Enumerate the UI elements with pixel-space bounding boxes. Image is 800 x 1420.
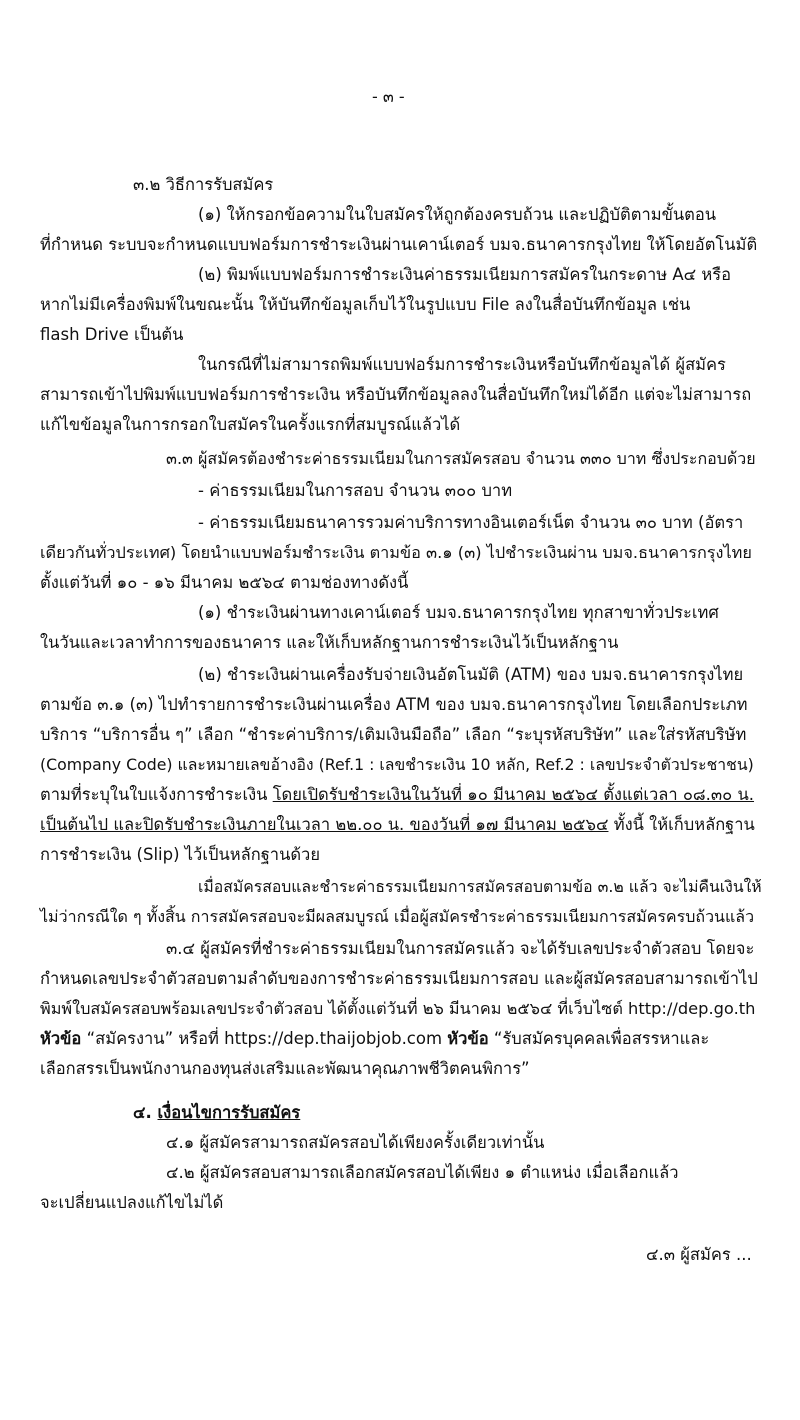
s3-3-channel1-line2: ในวันและเวลาทำการของธนาคาร และให้เก็บหลักฐานการชำระเงินไว้เป็นหลักฐาน — [40, 633, 619, 652]
s4-item1: ๔.๑ ผู้สมัครสามารถสมัครสอบได้เพียงครั้งเดียวเท่านั้น — [166, 1133, 545, 1152]
s4-item2-line1: ๔.๒ ผู้สมัครสอบสามารถเลือกสมัครสอบได้เพียง ๑ ตำแหน่ง เมื่อเลือกแล้ว — [166, 1163, 679, 1182]
section-3-2-heading: ๓.๒ วิธีการรับสมัคร — [133, 175, 274, 194]
s3-3-channel2-line7: การชำระเงิน (Slip) ไว้เป็นหลักฐานด้วย — [40, 845, 320, 864]
s3-2-item2-line2: หากไม่มีเครื่องพิมพ์ในขณะนั้น ให้บันทึกข้อมูลเก็บไว้ในรูปแบบ File ลงในสื่อบันทึกข้อมูล เช่น — [40, 295, 691, 314]
s3-2-note-line3: แก้ไขข้อมูลในการกรอกใบสมัครในครั้งแรกที่สมบูรณ์แล้วได้ — [40, 415, 461, 434]
s3-2-item1-line2: ที่กำหนด ระบบจะกำหนดแบบฟอร์มการชำระเงินผ่านเคาน์เตอร์ บมจ.ธนาคารกรุงไทย ให้โดยอัตโนมัติ — [40, 235, 758, 254]
s3-3-channel2-line1: (๒) ชำระเงินผ่านเครื่องรับจ่ายเงินอัตโนมัติ (ATM) ของ บมจ.ธนาคารกรุงไทย — [198, 665, 744, 684]
section-4-title: เงื่อนไขการรับสมัคร — [157, 1103, 301, 1122]
s3-4-line4-text-1: “สมัครงาน” หรือที่ https://dep.thaijobjob.com — [81, 1029, 448, 1048]
s3-4-line4 — [40, 1028, 709, 1050]
s3-3-channel2-line3: บริการ “บริการอื่น ๆ” เลือก “ชำระค่าบริการ/เติมเงินมือถือ” เลือก “ระบุรหัสบริษัท” และใส่รหัสบริษัท — [40, 725, 747, 744]
s3-4-topic-label-1: หัวข้อ — [40, 1029, 82, 1048]
s3-3-fee-bank-line1: - ค่าธรรมเนียมธนาคารรวมค่าบริการทางอินเตอร์เน็ต จำนวน ๓๐ บาท (อัตรา — [198, 513, 744, 532]
s3-2-item2-line3: flash Drive เป็นต้น — [40, 325, 184, 344]
s3-3-fee-bank-line2: เดียวกันทั่วประเทศ) โดยนำแบบฟอร์มชำระเงิน ตามข้อ ๓.๑ (๓) ไปชำระเงินผ่าน บมจ.ธนาคารกรุงไทย — [40, 543, 752, 562]
s3-3-refund-note-line1: เมื่อสมัครสอบและชำระค่าธรรมเนียมการสมัครสอบตามข้อ ๓.๒ แล้ว จะไม่คืนเงินให้ — [198, 877, 762, 896]
continuation-marker: ๔.๓ ผู้สมัคร ... — [646, 1245, 752, 1264]
s3-3-channel2-line6-text: ทั้งนี้ ให้เก็บหลักฐาน — [608, 815, 755, 834]
s3-4-line2: กำหนดเลขประจำตัวสอบตามลำดับของการชำระค่าธรรมเนียมการสอบ และผู้สมัครสอบสามารถเข้าไป — [40, 969, 758, 988]
s3-2-note-line2: สามารถเข้าไปพิมพ์แบบฟอร์มการชำระเงิน หรือบันทึกข้อมูลลงในสื่อบันทึกใหม่ได้อีก แต่จะไม่สามารถ — [40, 385, 752, 404]
s3-2-note-line1: ในกรณีที่ไม่สามารถพิมพ์แบบฟอร์มการชำระเงินหรือบันทึกข้อมูลได้ ผู้สมัคร — [198, 355, 726, 374]
payment-open-window: โดยเปิดรับชำระเงินในวันที่ ๑๐ มีนาคม ๒๕๖๔ ตั้งแต่เวลา ๐๘.๓๐ น. — [272, 785, 755, 804]
s3-3-channel2-line4: (Company Code) และหมายเลขอ้างอิง (Ref.1 : เลขชำระเงิน 10 หลัก, Ref.2 : เลขประจำตัวประชาชน) — [40, 755, 754, 774]
s3-3-channel2-line2: ตามข้อ ๓.๑ (๓) ไปทำรายการชำระเงินผ่านเครื่อง ATM ของ บมจ.ธนาคารกรุงไทย โดยเลือกประเภท — [40, 695, 748, 714]
s3-2-item1-line1: (๑) ให้กรอกข้อความในใบสมัครให้ถูกต้องครบถ้วน และปฏิบัติตามขั้นตอน — [198, 205, 717, 224]
s3-3-channel2-line6 — [40, 814, 755, 836]
s3-3-fee-exam: - ค่าธรรมเนียมในการสอบ จำนวน ๓๐๐ บาท — [198, 481, 513, 500]
section-4-heading — [133, 1102, 300, 1124]
s3-4-topic-label-2: หัวข้อ — [447, 1029, 489, 1048]
payment-close-window: เป็นต้นไป และปิดรับชำระเงินภายในเวลา ๒๒.๐๐ น. ของวันที่ ๑๗ มีนาคม ๒๕๖๔ — [40, 815, 609, 834]
section-4-number: ๔. — [133, 1103, 158, 1122]
s3-4-line5: เลือกสรรเป็นพนักงานกองทุนส่งเสริมและพัฒนาคุณภาพชีวิตคนพิการ” — [40, 1059, 530, 1078]
s3-2-item2-line1: (๒) พิมพ์แบบฟอร์มการชำระเงินค่าธรรมเนียมการสมัครในกระดาษ A๔ หรือ — [198, 265, 732, 284]
s3-3-line1: ๓.๓ ผู้สมัครต้องชำระค่าธรรมเนียมในการสมัครสอบ จำนวน ๓๓๐ บาท ซึ่งประกอบด้วย — [166, 449, 756, 468]
s3-3-channel2-line5-text: ตามที่ระบุในใบแจ้งการชำระเงิน — [40, 785, 273, 804]
s3-3-refund-note-line2: ไม่ว่ากรณีใด ๆ ทั้งสิ้น การสมัครสอบจะมีผลสมบูรณ์ เมื่อผู้สมัครชำระค่าธรรมเนียมการสมัครครบถ้วนแล้ว — [40, 907, 755, 926]
s3-4-line4-text-2: “รับสมัครบุคคลเพื่อสรรหาและ — [488, 1029, 710, 1048]
page-number: - ๓ - — [372, 87, 405, 106]
s3-3-channel1-line1: (๑) ชำระเงินผ่านทางเคาน์เตอร์ บมจ.ธนาคารกรุงไทย ทุกสาขาทั่วประเทศ — [198, 603, 719, 622]
s3-4-line3: พิมพ์ใบสมัครสอบพร้อมเลขประจำตัวสอบ ได้ตั้งแต่วันที่ ๒๖ มีนาคม ๒๕๖๔ ที่เว็บไซต์ http://dep.go.th — [40, 999, 756, 1018]
s3-3-fee-bank-line3: ตั้งแต่วันที่ ๑๐ - ๑๖ มีนาคม ๒๕๖๔ ตามช่องทางดังนี้ — [40, 573, 409, 592]
s4-item2-line2: จะเปลี่ยนแปลงแก้ไขไม่ได้ — [40, 1193, 224, 1212]
s3-3-channel2-line5 — [40, 784, 754, 806]
s3-4-line1: ๓.๔ ผู้สมัครที่ชำระค่าธรรมเนียมในการสมัครแล้ว จะได้รับเลขประจำตัวสอบ โดยจะ — [166, 939, 755, 958]
